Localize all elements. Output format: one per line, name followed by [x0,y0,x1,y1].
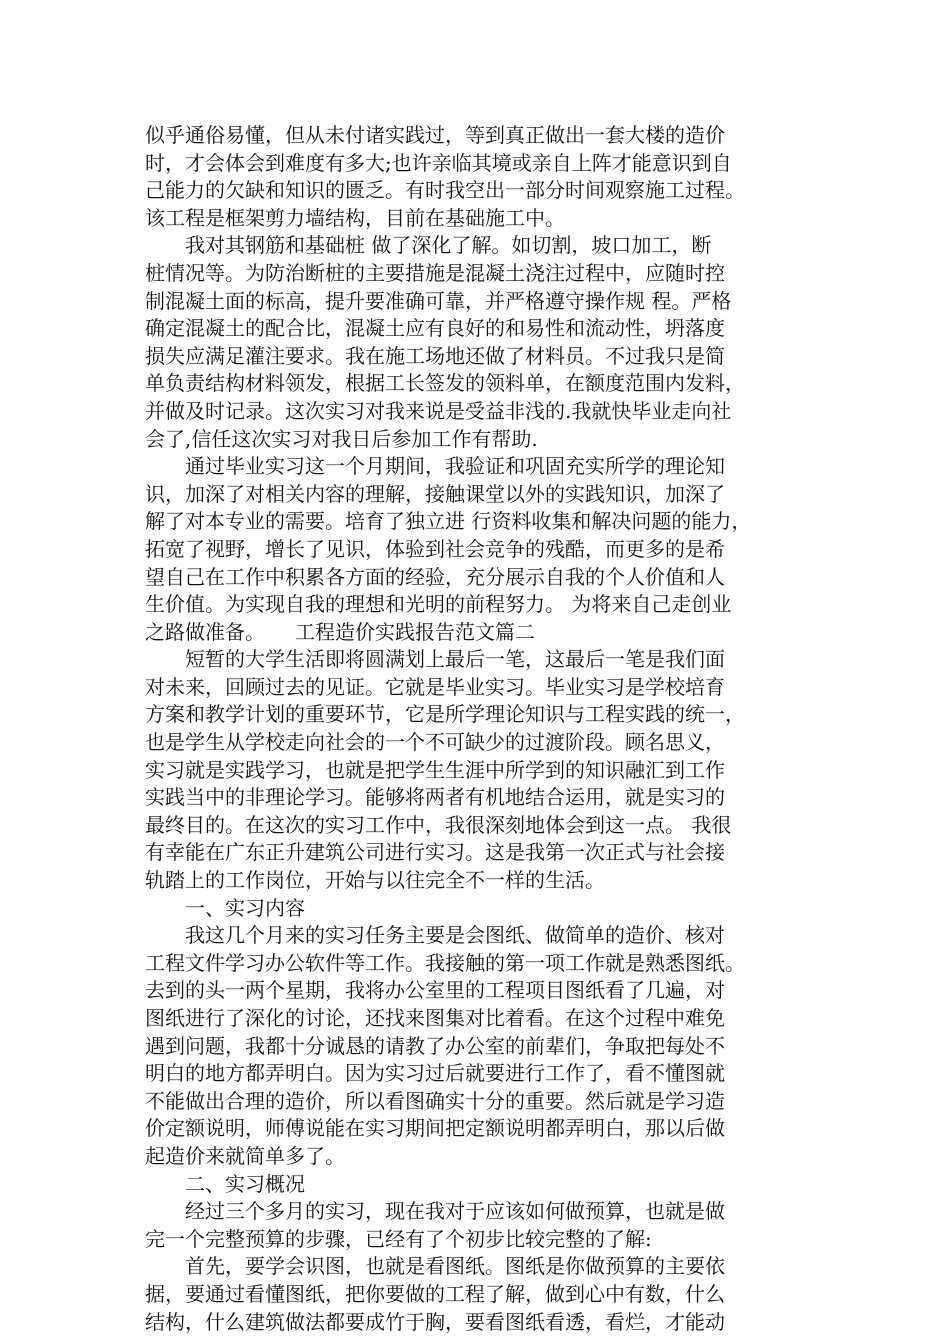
text-line: 工程文件学习办公软件等工作。我接触的第一项工作就是熟悉图纸。 [145,950,745,975]
text-line: 不能做出合理的造价，所以看图确实十分的重要。然后就是学习造 [145,1088,725,1113]
text-line: 似乎通俗易懂，但从未付诸实践过，等到真正做出一套大楼的造价 [145,123,725,147]
text-line: 该工程是框架剪力墙结构，目前在基础施工中。 [145,205,565,230]
text-line: 制混凝土面的标高，提升要准确可靠，并严格遵守操作规 程。严格 [145,288,732,313]
text-line: 也是学生从学校走向社会的一个不可缺少的过渡阶段。顾名思义， [145,730,725,755]
text-line: 损失应满足灌注要求。我在施工场地还做了材料员。不过我只是简 [145,343,725,368]
text-line: 一、实习内容 [145,895,305,920]
text-line: 去到的头一两个星期，我将办公室里的工程项目图纸看了几遍，对 [145,978,725,1003]
text-line: 实习就是实践学习，也就是把学生生涯中所学到的知识融汇到工作 [145,757,725,782]
text-line: 方案和教学计划的重要环节，它是所学理论知识与工程实践的统一， [145,702,745,727]
text-line: 己能力的欠缺和知识的匮乏。有时我空出一部分时间观察施工过程。 [145,178,745,203]
text-line: 之路做准备。 工程造价实践报告范文篇二 [145,619,535,644]
text-line: 有幸能在广东正升建筑公司进行实习。这是我第一次正式与社会接 [145,840,725,865]
text-line: 据，要通过看懂图纸，把你要做的工程了解，做到心中有数，什么 [145,1281,725,1306]
text-line: 生价值。为实现自我的理想和光明的前程努力。 为将来自己走创业 [145,592,732,617]
text-line: 经过三个多月的实习，现在我对于应该如何做预算，也就是做 [145,1199,725,1224]
text-line: 轨踏上的工作岗位，开始与以往完全不一样的生活。 [145,868,605,893]
text-line: 二、实习概况 [145,1171,305,1196]
text-line: 明白的地方都弄明白。因为实习过后就要进行工作了，看不懂图就 [145,1061,725,1086]
text-line: 结构，什么建筑做法都要成竹于胸，要看图纸看透，看烂，才能动 [145,1309,725,1334]
text-line: 价定额说明，师傅说能在实习期间把定额说明都弄明白，那以后做 [145,1116,725,1141]
text-line: 起造价来就简单多了。 [145,1143,345,1168]
text-line: 我对其钢筋和基础桩 做了深化了解。如切割，坡口加工，断 [145,233,712,258]
text-line: 桩情况等。为防治断桩的主要措施是混凝土浇注过程中，应随时控 [145,260,725,285]
text-line: 并做及时记录。这次实习对我来说是受益非浅的.我就快毕业走向社 [145,398,732,423]
document-body [145,122,813,1336]
text-line: 对未来，回顾过去的见证。它就是毕业实习。毕业实习是学校培育 [145,674,725,699]
text-line: 确定混凝土的配合比，混凝土应有良好的和易性和流动性，坍落度 [145,316,725,341]
text-line: 我这几个月来的实习任务主要是会图纸、做简单的造价、核对 [145,923,725,948]
text-line: 首先，要学会识图，也就是看图纸。图纸是你做预算的主要依 [145,1254,725,1279]
text-line: 图纸进行了深化的讨论，还找来图集对比着看。在这个过程中难免 [145,1006,725,1030]
text-line: 遇到问题，我都十分诚恳的请教了办公室的前辈们，争取把每处不 [145,1033,725,1058]
text-line: 完一个完整预算的步骤，已经有了个初步比较完整的了解: [145,1226,652,1251]
text-line: 实践当中的非理论学习。能够将两者有机地结合运用，就是实习的 [145,785,725,810]
text-line: 通过毕业实习这一个月期间，我验证和巩固充实所学的理论知 [145,454,725,479]
text-line: 识，加深了对相关内容的理解，接触课堂以外的实践知识，加深了 [145,481,725,506]
text-line: 最终目的。在这次的实习工作中，我很深刻地体会到这一点。 我很 [145,812,732,837]
text-line: 短暂的大学生活即将圆满划上最后一笔，这最后一笔是我们面 [145,647,725,672]
text-line: 望自己在工作中积累各方面的经验，充分展示自我的个人价值和人 [145,564,725,589]
text-line: 拓宽了视野，增长了见识，体验到社会竞争的残酷，而更多的是希 [145,536,725,561]
text-line: 会了,信任这次实习对我日后参加工作有帮助. [145,426,538,451]
text-line: 时，才会体会到难度有多大;也许亲临其境或亲自上阵才能意识到自 [145,150,732,175]
text-line: 解了对本专业的需要。培育了独立进 行资料收集和解决问题的能力， [145,509,752,534]
text-line: 单负责结构材料领发，根据工长签发的领料单，在额度范围内发料， [145,371,745,396]
